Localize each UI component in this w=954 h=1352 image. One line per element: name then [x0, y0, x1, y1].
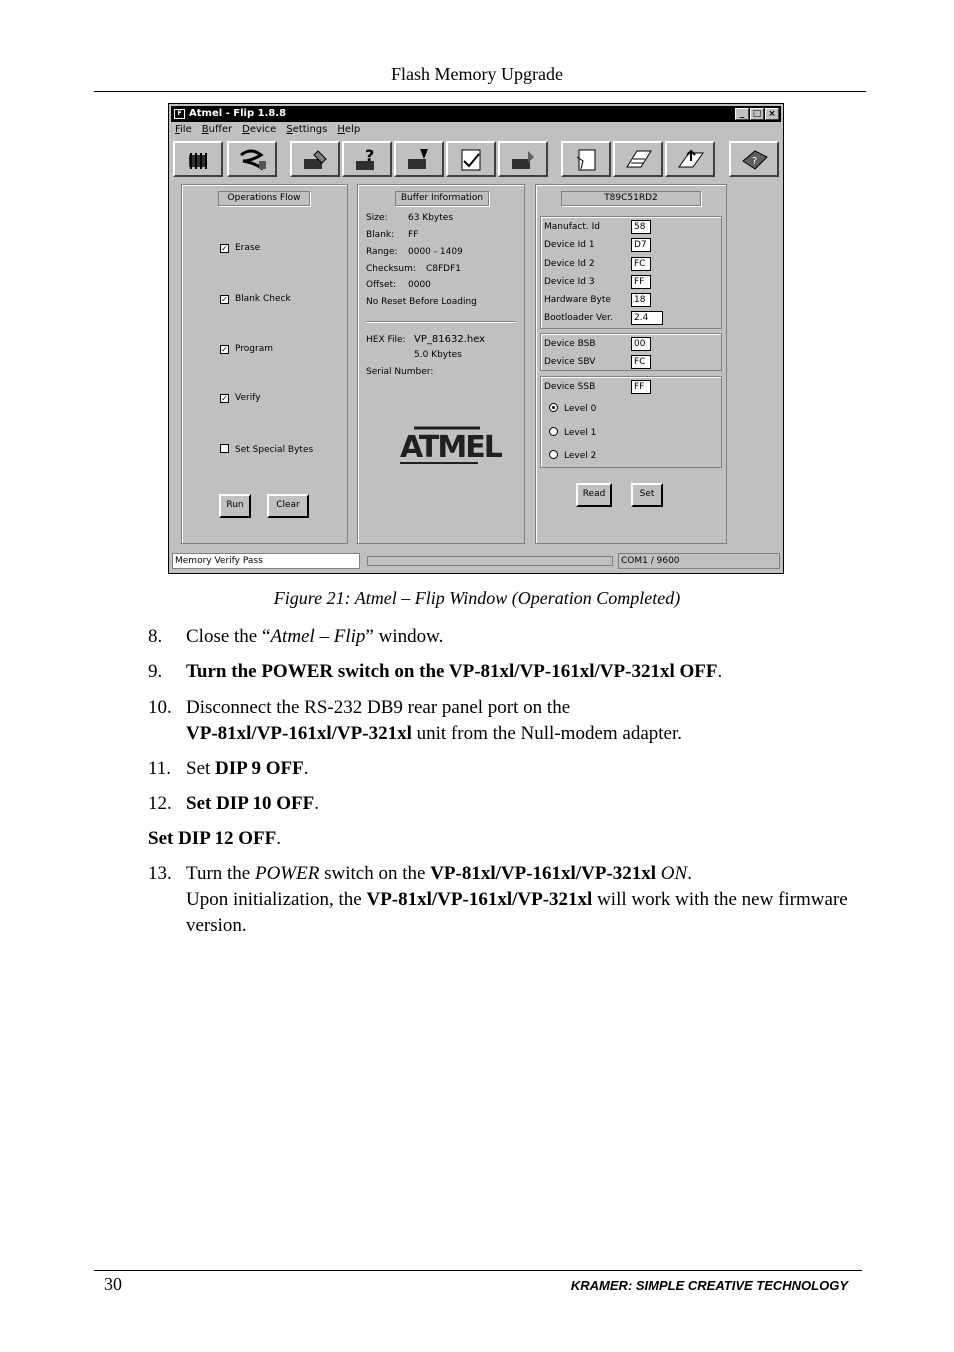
erase-checkbox[interactable]: ✓ [221, 244, 228, 253]
device-sbv-field[interactable]: FC [631, 355, 651, 369]
verify-icon[interactable] [446, 141, 496, 177]
step-10-text-c: unit from the Null-modem adapter. [411, 723, 683, 744]
clear-button[interactable]: Clear [267, 494, 309, 518]
level-2-radio-row[interactable] [549, 450, 596, 461]
device-ssb-label: Device SSB [544, 382, 596, 392]
ssb-group [540, 376, 722, 468]
svg-text:?: ? [365, 146, 375, 165]
device-ssb-field[interactable]: FF [631, 380, 651, 394]
close-button[interactable]: × [765, 108, 779, 120]
toolbar [173, 141, 781, 179]
step-8-text-c: ” window. [365, 626, 444, 647]
device-id-1-field[interactable]: D7 [631, 238, 651, 252]
reset-note: No Reset Before Loading [366, 297, 477, 307]
hex-file-size: 5.0 Kbytes [414, 350, 462, 360]
blank-check-checkbox-row[interactable] [220, 294, 291, 304]
level-1-radio[interactable] [549, 427, 558, 436]
footer-brand: KRAMER: SIMPLE CREATIVE TECHNOLOGY [570, 1278, 848, 1293]
device-id-1-label: Device Id 1 [544, 240, 595, 250]
step-13-text-g: . [687, 863, 692, 884]
bootloader-ver-label: Bootloader Ver. [544, 313, 613, 323]
figure-caption: Figure 21: Atmel – Flip Window (Operation Completed) [273, 588, 681, 608]
communication-cable-icon[interactable] [227, 141, 277, 177]
step-13-text-d: VP-81xl/VP-161xl/VP-321xl [430, 863, 657, 884]
bsb-sbv-group [540, 333, 722, 371]
step-12b-text-c: . [276, 828, 281, 849]
page-header: Flash Memory Upgrade [391, 64, 563, 84]
window-title: Atmel - Flip 1.8.8 [189, 108, 287, 119]
buffer-information-panel [357, 184, 525, 544]
step-9-end: . [717, 661, 723, 682]
device-bsb-label: Device BSB [544, 339, 596, 349]
atmel-logo [398, 423, 501, 467]
hardware-byte-field[interactable]: 18 [631, 293, 651, 307]
hardware-byte-label: Hardware Byte [544, 295, 611, 305]
device-name-title: T89C51RD2 [561, 191, 701, 206]
set-button[interactable]: Set [631, 483, 663, 507]
level-0-label: Level 0 [564, 404, 597, 414]
step-8-text-a: Close the “ [186, 626, 271, 647]
step-13-text-f: ON [660, 863, 688, 884]
bootloader-ver-field[interactable]: 2.4 [631, 311, 663, 325]
buffer-range-row [366, 247, 463, 257]
program-icon[interactable] [394, 141, 444, 177]
step-12b-text-b: Set DIP 12 OFF [148, 828, 277, 849]
buffer-offset-row [366, 280, 431, 290]
level-0-radio[interactable] [549, 403, 558, 412]
run-button[interactable]: Run [219, 494, 251, 518]
buffer-checksum-label: Checksum: [366, 264, 416, 274]
maximize-button[interactable]: □ [750, 108, 764, 120]
step-11-text-a: Set [186, 758, 216, 779]
step-11-text-c: . [303, 758, 309, 779]
step-13-text-i: VP-81xl/VP-161xl/VP-321xl [366, 889, 593, 910]
buffer-range-value: 0000 - 1409 [408, 247, 463, 257]
chip-select-icon[interactable] [173, 141, 223, 177]
erase-label: Erase [235, 243, 261, 253]
menu-buffer[interactable]: Buffer [201, 124, 233, 135]
buffer-size-row [366, 213, 453, 223]
step-13-text-a: Turn the [186, 863, 255, 884]
level-1-label: Level 1 [564, 428, 597, 438]
buffer-offset-value: 0000 [408, 280, 431, 290]
step-13-text-j: will work with the new firmware version. [186, 889, 848, 936]
level-0-radio-row[interactable] [549, 403, 596, 414]
step-10-text-a: Disconnect the RS-232 DB9 rear panel port on the [186, 697, 571, 718]
hex-file-row [366, 334, 485, 345]
buffer-blank-label: Blank: [366, 230, 395, 240]
buffer-size-value: 63 Kbytes [408, 213, 454, 223]
manufact-id-field[interactable]: 58 [631, 220, 651, 234]
svg-text:?: ? [752, 156, 758, 167]
read-button[interactable]: Read [576, 483, 612, 507]
step-11-text-b: DIP 9 OFF [215, 758, 304, 779]
step-13-text-c: switch on the [319, 863, 431, 884]
step-9-number: 9. [148, 661, 163, 682]
set-special-bytes-checkbox[interactable] [220, 444, 229, 453]
program-label: Program [235, 344, 273, 354]
step-12-text-c: . [314, 793, 319, 814]
blank-check-label: Blank Check [235, 294, 291, 304]
step-8-number: 8. [148, 626, 163, 647]
verify-checkbox[interactable]: ✓ [221, 394, 228, 403]
hex-file-label: HEX File: [366, 335, 406, 345]
device-sbv-label: Device SBV [544, 357, 596, 367]
device-panel [535, 184, 727, 544]
app-icon: F [174, 109, 185, 119]
set-special-bytes-label: Set Special Bytes [235, 445, 314, 455]
buffer-information-title: Buffer Information [395, 191, 489, 206]
level-2-label: Level 2 [564, 451, 597, 461]
step-12-text-b: Set DIP 10 OFF [186, 793, 315, 814]
step-8-text-b: Atmel – Flip [270, 626, 366, 647]
run-chip-icon[interactable] [498, 141, 548, 177]
step-13-text-b: POWER [254, 863, 320, 884]
erase-icon[interactable] [290, 141, 340, 177]
operations-flow-title: Operations Flow [218, 191, 310, 206]
step-11-number: 11. [148, 758, 172, 779]
hex-file-name: VP_81632.hex [414, 334, 486, 345]
device-id-3-field[interactable]: FF [631, 275, 651, 289]
erase-checkbox-row[interactable] [220, 243, 260, 253]
step-10-text-b: VP-81xl/VP-161xl/VP-321xl [186, 723, 412, 744]
device-id-3-label: Device Id 3 [544, 277, 595, 287]
blank-check-checkbox[interactable]: ✓ [221, 295, 228, 304]
menubar [175, 124, 360, 135]
buffer-blank-row [366, 230, 418, 240]
buffer-range-label: Range: [366, 247, 398, 257]
step-10-number: 10. [148, 697, 172, 718]
verify-label: Verify [235, 393, 261, 403]
operations-flow-panel [181, 184, 348, 544]
program-checkbox[interactable]: ✓ [221, 345, 228, 354]
open-file-icon[interactable] [561, 141, 611, 177]
verify-checkbox-row[interactable] [220, 393, 261, 403]
manufact-id-label: Manufact. Id [544, 222, 600, 232]
serial-number-label: Serial Number: [366, 367, 434, 377]
footer-rule [94, 1270, 862, 1271]
menu-device[interactable]: Device [242, 124, 277, 135]
flip-window-screenshot [168, 103, 784, 574]
step-13-number: 13. [148, 863, 172, 884]
menu-settings[interactable]: Settings [286, 124, 328, 135]
buffer-blank-value: FF [408, 230, 419, 240]
step-12-number: 12. [148, 793, 172, 814]
page-number: 30 [104, 1274, 122, 1294]
device-id-2-label: Device Id 2 [544, 259, 595, 269]
menu-file[interactable]: File [175, 124, 192, 135]
blank-check-icon[interactable] [342, 141, 392, 177]
device-id-2-field[interactable]: FC [631, 257, 651, 271]
atmel-logo-text: ATMEL [400, 430, 501, 465]
help-book-icon[interactable] [729, 141, 779, 177]
load-buffer-icon[interactable] [665, 141, 715, 177]
set-special-bytes-checkbox-row[interactable] [220, 444, 313, 455]
device-bsb-field[interactable]: 00 [631, 337, 651, 351]
minimize-button[interactable]: _ [735, 108, 749, 120]
device-id-group [540, 216, 722, 329]
status-message: Memory Verify Pass [172, 553, 360, 569]
window-titlebar [171, 106, 781, 122]
level-1-radio-row[interactable] [549, 427, 596, 438]
buffer-checksum-row [366, 264, 461, 274]
buffer-size-label: Size: [366, 213, 388, 223]
program-checkbox-row[interactable] [220, 344, 273, 354]
step-13-text-h: Upon initialization, the [186, 889, 367, 910]
menu-help[interactable]: Help [337, 124, 361, 135]
buffer-checksum-value: C8FDF1 [426, 264, 462, 274]
buffer-divider [366, 321, 516, 323]
status-port: COM1 / 9600 [618, 553, 780, 569]
header-rule [94, 91, 866, 92]
level-2-radio[interactable] [549, 450, 558, 459]
progress-bar [367, 556, 613, 566]
buffer-offset-label: Offset: [366, 280, 397, 290]
edit-buffer-icon[interactable] [613, 141, 663, 177]
step-9-text: Turn the POWER switch on the VP-81xl/VP-161xl/VP-321xl OFF [186, 661, 718, 682]
